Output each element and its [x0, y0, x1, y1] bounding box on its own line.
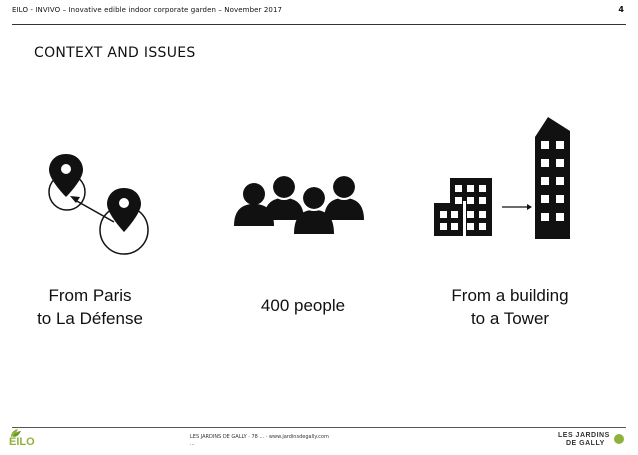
caption-tower-line1: From a building [451, 286, 569, 305]
eilo-logo-text: EILO [9, 436, 35, 448]
footer-line2: ... [190, 441, 195, 447]
arrow-head [527, 204, 532, 210]
footer-divider [12, 427, 626, 428]
caption-paris-line1: From Paris [48, 286, 132, 305]
header-title: EILO - INVIVO – Inovative edible indoor corporate garden – November 2017 [12, 6, 283, 14]
building-to-tower-icon [430, 115, 580, 245]
page-number: 4 [618, 5, 624, 14]
caption-paris-line2: to La Défense [37, 309, 143, 328]
destination-pin [107, 188, 141, 232]
people-group-icon [232, 176, 366, 238]
flower-icon [614, 434, 624, 444]
gally-logo-line1: LES JARDINS [558, 432, 610, 439]
footer-line1: LES JARDINS DE GALLY · 78 ... · www.jardinsdegally.com [190, 434, 329, 440]
jardins-de-gally-logo [552, 428, 632, 450]
caption-tower [420, 284, 600, 330]
caption-people: 400 people [260, 296, 346, 315]
section-title: CONTEXT AND ISSUES [34, 45, 196, 61]
origin-pin [49, 154, 83, 197]
header-divider [12, 24, 626, 25]
eilo-logo [6, 428, 46, 455]
gally-logo-line2: DE GALLY [566, 440, 605, 447]
footer-address [190, 434, 440, 448]
tower-icon [535, 117, 570, 239]
caption-paris [15, 284, 165, 330]
map-pin-move-icon [40, 150, 155, 260]
caption-tower-line2: to a Tower [470, 309, 550, 328]
